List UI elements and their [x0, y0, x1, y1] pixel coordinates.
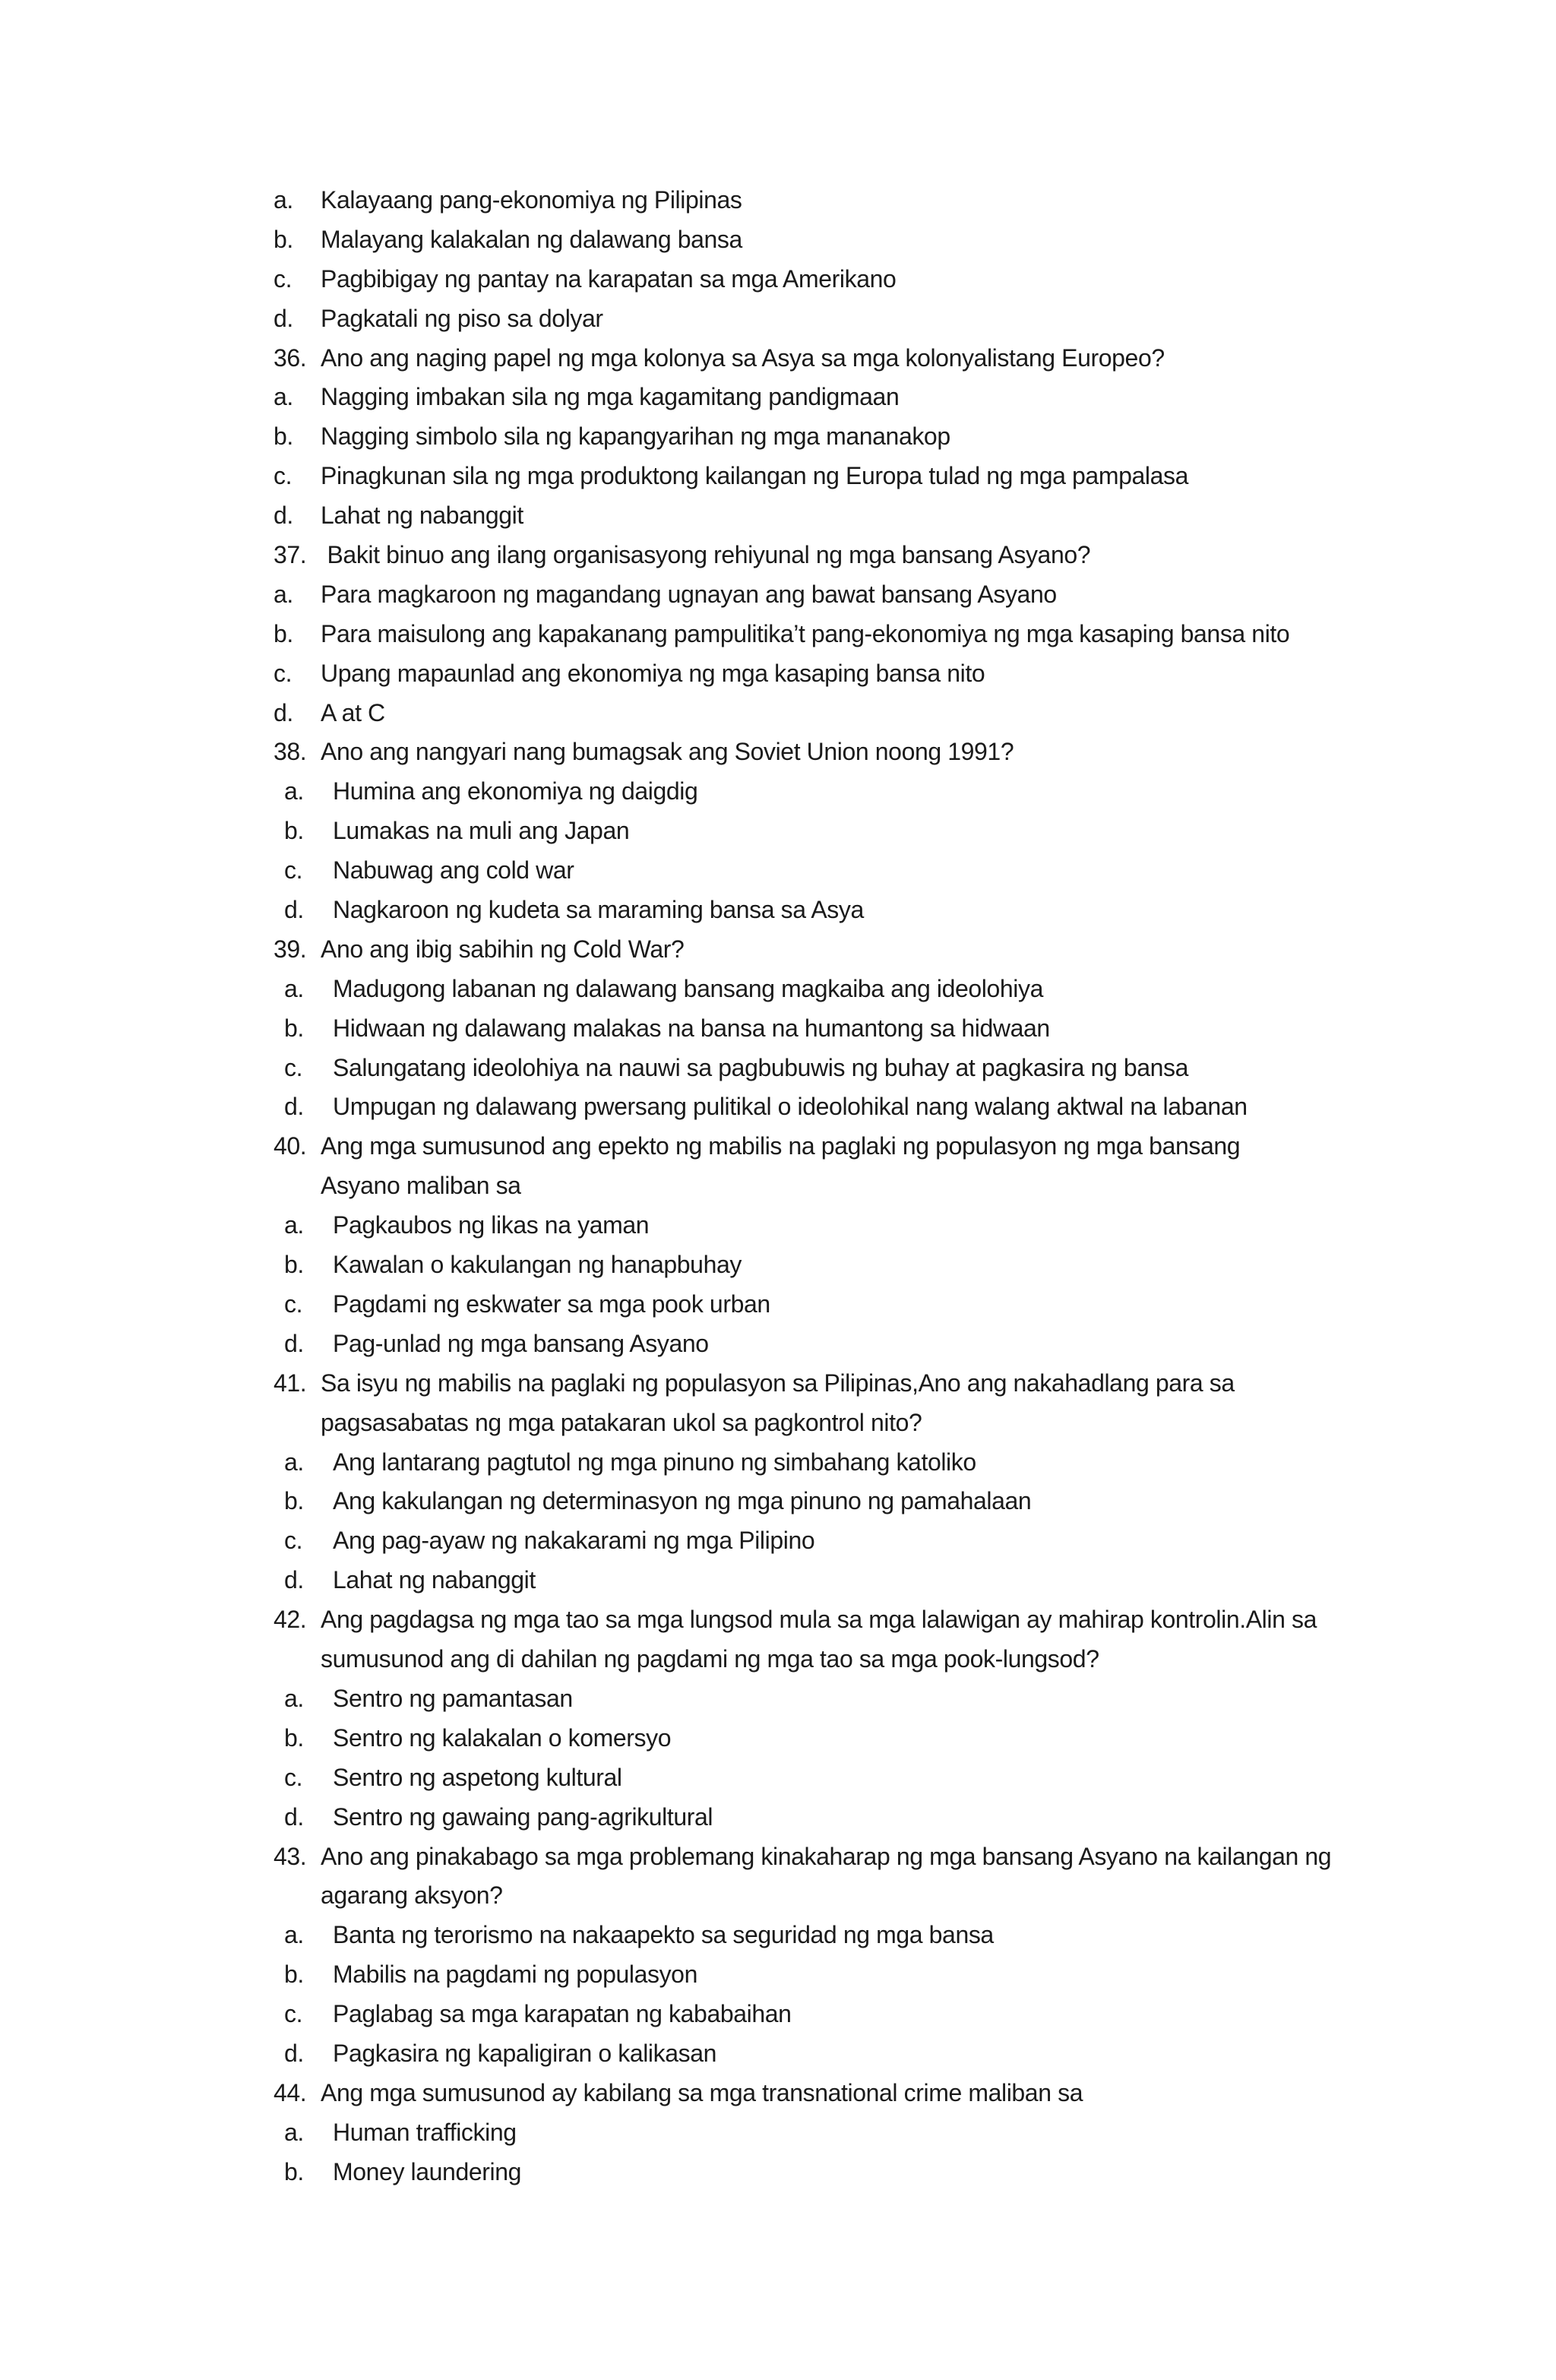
question-text: Ano ang naging papel ng mga kolonya sa Asya sa mga kolonyalistang Europeo?: [321, 343, 1165, 372]
option-label: a.: [284, 2118, 304, 2146]
question-text: Bakit binuo ang ilang organisasyong rehiyunal ng mga bansang Asyano?: [321, 541, 1091, 569]
option-text: Para maisulong ang kapakanang pampulitika’t pang-ekonomiya ng mga kasaping bansa nito: [321, 619, 1290, 647]
option-item: [274, 970, 1383, 1009]
option-item: [274, 417, 1383, 457]
question-item: [274, 733, 1383, 772]
option-text: Humina ang ekonomiya ng daigdig: [333, 777, 698, 805]
option-text: Nagging simbolo sila ng kapangyarihan ng mga mananakop: [321, 423, 950, 451]
option-label: a.: [284, 1448, 304, 1476]
option-item: [274, 694, 1383, 733]
option-text: Hidwaan ng dalawang malakas na bansa na humantong sa hidwaan: [333, 1014, 1050, 1042]
option-label: c.: [284, 1527, 303, 1555]
option-text: Kawalan o kakulangan ng hanapbuhay: [333, 1251, 742, 1279]
option-label: c.: [284, 856, 303, 885]
option-item: [274, 299, 1383, 339]
question-number: 39.: [274, 935, 307, 963]
option-label: b.: [284, 2157, 304, 2185]
option-item: [274, 1443, 1383, 1483]
option-label: c.: [284, 1763, 303, 1791]
option-text: Malayang kalakalan ng dalawang bansa: [321, 225, 742, 253]
option-text: Ang pag-ayaw ng nakakarami ng mga Pilipino: [333, 1527, 815, 1555]
option-label: d.: [284, 2039, 304, 2067]
question-text: Ano ang ibig sabihin ng Cold War?: [321, 935, 685, 963]
option-label: d.: [284, 1329, 304, 1357]
option-text: Pagkatali ng piso sa dolyar: [321, 304, 603, 332]
question-item: [274, 536, 1383, 575]
option-text: Pagbibigay ng pantay na karapatan sa mga Amerikano: [321, 264, 897, 293]
option-label: b.: [284, 1961, 304, 1989]
option-text: Para magkaroon ng magandang ugnayan ang bawat bansang Asyano: [321, 580, 1057, 608]
option-text: Salungatang ideolohiya na nauwi sa pagbubuwis ng buhay at pagkasira ng bansa: [333, 1053, 1189, 1081]
option-item: [274, 1679, 1383, 1719]
quiz-content: [274, 181, 1383, 2192]
option-item: [274, 1325, 1383, 1364]
option-item: [274, 1482, 1383, 1521]
question-text: Ano ang pinakabago sa mga problemang kinakaharap ng mga bansang Asyano na kailangan ng agarang aksyon?: [321, 1842, 1332, 1910]
option-text: Nagkaroon ng kudeta sa maraming bansa sa Asya: [333, 896, 864, 924]
question-text: Ang mga sumusunod ay kabilang sa mga transnational crime maliban sa: [321, 2078, 1083, 2106]
option-label: a.: [284, 1921, 304, 1949]
option-item: [274, 851, 1383, 891]
question-number: 37.: [274, 541, 307, 569]
option-label: c.: [274, 659, 293, 687]
question-number: 40.: [274, 1132, 307, 1160]
option-item: [274, 1561, 1383, 1600]
option-label: a.: [274, 580, 293, 608]
option-text: Pagkaubos ng likas na yaman: [333, 1211, 650, 1239]
option-item: [274, 1798, 1383, 1837]
option-label: d.: [274, 502, 293, 530]
question-number: 42.: [274, 1606, 307, 1634]
question-number: 38.: [274, 738, 307, 766]
option-item: [274, 1995, 1383, 2034]
question-item: [274, 339, 1383, 378]
option-label: d.: [274, 698, 293, 726]
option-item: [274, 1245, 1383, 1285]
option-text: Pinagkunan sila ng mga produktong kailangan ng Europa tulad ng mga pampalasa: [321, 462, 1188, 490]
question-text: Ang mga sumusunod ang epekto ng mabilis na paglaki ng populasyon ng mga bansang Asyano maliban sa: [321, 1132, 1241, 1200]
option-text: Paglabag sa mga karapatan ng kababaihan: [333, 2000, 792, 2028]
option-text: Banta ng terorismo na nakaapekto sa seguridad ng mga bansa: [333, 1921, 994, 1949]
option-text: Lahat ng nabanggit: [333, 1566, 536, 1594]
option-label: a.: [284, 1211, 304, 1239]
option-text: Madugong labanan ng dalawang bansang magkaiba ang ideolohiya: [333, 974, 1043, 1002]
option-label: b.: [274, 619, 293, 647]
option-label: d.: [284, 1802, 304, 1831]
option-label: a.: [284, 974, 304, 1002]
option-label: a.: [274, 186, 293, 214]
option-text: Pagdami ng eskwater sa mga pook urban: [333, 1290, 770, 1318]
option-text: Sentro ng gawaing pang-agrikultural: [333, 1802, 713, 1831]
option-label: a.: [284, 777, 304, 805]
option-text: Sentro ng pamantasan: [333, 1684, 573, 1712]
option-item: [274, 496, 1383, 536]
option-item: [274, 1285, 1383, 1325]
option-item: [274, 1049, 1383, 1088]
question-item: [274, 1364, 1307, 1443]
option-item: [274, 772, 1383, 812]
question-text: Ano ang nangyari nang bumagsak ang Soviet Union noong 1991?: [321, 738, 1014, 766]
option-text: Nagging imbakan sila ng mga kagamitang pandigmaan: [321, 383, 900, 411]
option-label: b.: [274, 423, 293, 451]
option-label: b.: [284, 817, 304, 845]
option-label: d.: [284, 1566, 304, 1594]
option-item: [274, 891, 1383, 930]
question-text: Sa isyu ng mabilis na paglaki ng populasyon sa Pilipinas,Ano ang nakahadlang para sa pagsasabatas ng mga patakaran ukol sa pagkontrol nito?: [321, 1369, 1235, 1436]
option-label: c.: [274, 264, 293, 293]
option-label: b.: [284, 1723, 304, 1752]
option-text: Lumakas na muli ang Japan: [333, 817, 630, 845]
option-label: d.: [274, 304, 293, 332]
option-label: c.: [274, 462, 293, 490]
option-label: a.: [284, 1684, 304, 1712]
option-item: [274, 1758, 1383, 1798]
option-item: [274, 1719, 1383, 1758]
option-item: [274, 654, 1383, 694]
option-item: [274, 220, 1383, 260]
option-text: Sentro ng kalakalan o komersyo: [333, 1723, 672, 1752]
option-text: Pag-unlad ng mga bansang Asyano: [333, 1329, 709, 1357]
question-item: [274, 1837, 1368, 1916]
option-text: Ang lantarang pagtutol ng mga pinuno ng simbahang katoliko: [333, 1448, 976, 1476]
question-item: [274, 1127, 1307, 1206]
question-number: 41.: [274, 1369, 307, 1397]
option-item: [274, 457, 1383, 496]
option-item: [274, 2113, 1383, 2153]
question-number: 36.: [274, 343, 307, 372]
option-text: Human trafficking: [333, 2118, 517, 2146]
option-label: b.: [274, 225, 293, 253]
option-label: c.: [284, 1290, 303, 1318]
option-item: [274, 1206, 1383, 1245]
question-number: 43.: [274, 1842, 307, 1870]
option-item: [274, 1009, 1383, 1049]
option-item: [274, 2034, 1383, 2074]
option-item: [274, 1916, 1383, 1955]
option-label: a.: [274, 383, 293, 411]
option-label: c.: [284, 2000, 303, 2028]
option-item: [274, 378, 1383, 417]
option-item: [274, 2153, 1383, 2192]
option-label: d.: [284, 1093, 304, 1121]
question-item: [274, 2074, 1383, 2113]
question-number: 44.: [274, 2078, 307, 2106]
option-text: A at C: [321, 698, 385, 726]
option-item: [274, 615, 1383, 654]
option-item: [274, 575, 1383, 615]
option-text: Sentro ng aspetong kultural: [333, 1763, 622, 1791]
option-text: Nabuwag ang cold war: [333, 856, 574, 885]
question-item: [274, 1600, 1360, 1679]
option-text: Mabilis na pagdami ng populasyon: [333, 1961, 697, 1989]
option-item: [274, 812, 1383, 851]
option-item: [274, 1521, 1383, 1561]
option-item: [274, 1955, 1383, 1995]
option-text: Ang kakulangan ng determinasyon ng mga pinuno ng pamahalaan: [333, 1487, 1032, 1515]
option-text: Pagkasira ng kapaligiran o kalikasan: [333, 2039, 717, 2067]
option-text: Upang mapaunlad ang ekonomiya ng mga kasaping bansa nito: [321, 659, 985, 687]
option-item: [274, 1087, 1383, 1127]
option-label: d.: [284, 896, 304, 924]
option-label: b.: [284, 1251, 304, 1279]
option-text: Kalayaang pang-ekonomiya ng Pilipinas: [321, 186, 742, 214]
question-text: Ang pagdagsa ng mga tao sa mga lungsod mula sa mga lalawigan ay mahirap kontrolin.Alin sa sumusunod ang di dahilan ng pagdami ng mga tao sa mga pook-lungsod?: [321, 1606, 1317, 1673]
option-text: Umpugan ng dalawang pwersang pulitikal o ideolohikal nang walang aktwal na labanan: [333, 1093, 1248, 1121]
option-label: b.: [284, 1487, 304, 1515]
option-text: Lahat ng nabanggit: [321, 502, 523, 530]
question-item: [274, 930, 1383, 970]
option-item: [274, 260, 1383, 299]
option-text: Money laundering: [333, 2157, 521, 2185]
option-label: c.: [284, 1053, 303, 1081]
option-label: b.: [284, 1014, 304, 1042]
option-item: [274, 181, 1383, 220]
